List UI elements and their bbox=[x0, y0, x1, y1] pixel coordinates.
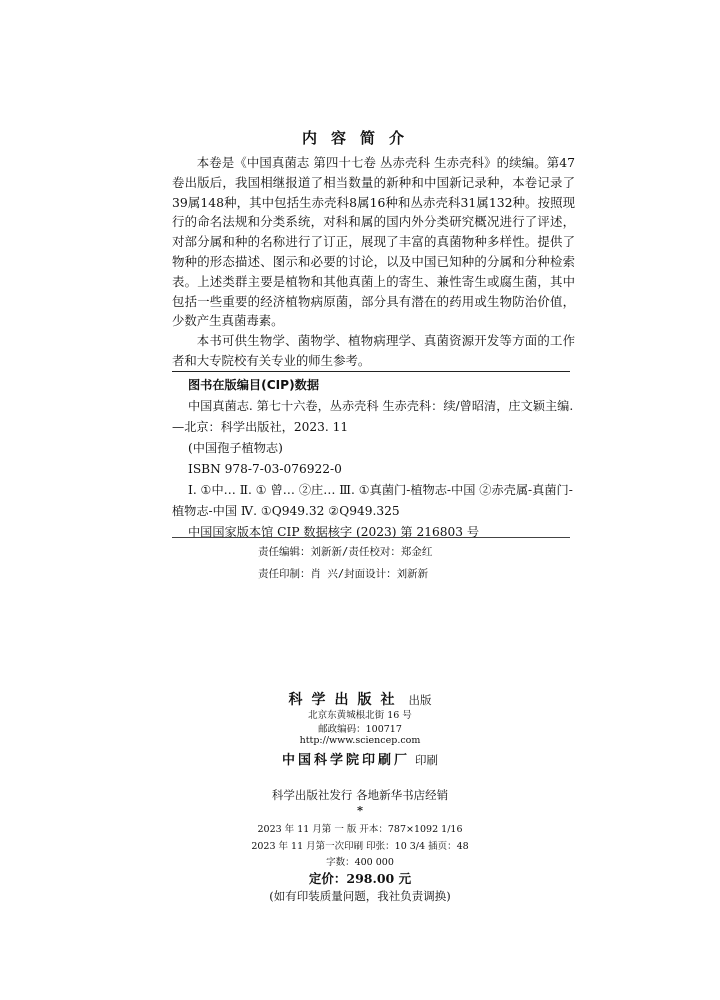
cip-bottom-rule bbox=[172, 537, 570, 538]
publisher-postcode: 邮政编码：100717 bbox=[318, 724, 402, 735]
intro-paragraph-1: 本卷是《中国真菌志 第四十七卷 丛赤壳科 生赤壳科》的续编。第47卷出版后，我国相继报道了相当数量的新种和中国新记录种，本卷记录了39属148种，其中包括生赤壳科8属16种和丛赤壳科31属132种。按照现行的命名法规和分类系统，对科和属的国内外分类研究概况进行了评述，对部分属和种的名称进行了订正，展现了丰富的真菌物种多样性。提供了物种的形态描述、图示和必要的讨论，以及中国已知种的分属和分种检索表。上述类群主要是植物和其他真菌上的寄生、兼性寄生或腐生菌，其中包括一些重要的经济植物病原菌，部分具有潜在的药用或生物防治价值，少数产生真菌毒素。 bbox=[172, 155, 575, 329]
publisher-url: http://www.sciencep.com bbox=[299, 735, 421, 746]
separator-star: * bbox=[356, 803, 363, 817]
quality-note: (如有印装质量问题，我社负责调换) bbox=[269, 889, 451, 903]
cip-heading: 图书在版编目(CIP)数据 bbox=[188, 378, 320, 392]
cip-entry: 中国真菌志. 第七十六卷，丛赤壳科 生赤壳科：续/曾昭清，庄文颖主编. —北京：科学出版社，2023. 11 bbox=[172, 399, 574, 434]
printer-line bbox=[0, 749, 720, 768]
responsibility-line-1: 责任编辑：刘新新/责任校对：郑金红 bbox=[258, 546, 433, 558]
printer-name: 中国科学院印刷厂 bbox=[281, 753, 410, 768]
cip-library-number: 中国国家版本馆 CIP 数据核字 (2023) 第 216803 号 bbox=[188, 525, 480, 539]
word-count: 字数：400 000 bbox=[326, 857, 394, 868]
cip-series: (中国孢子植物志) bbox=[188, 441, 283, 455]
distribution-line: 科学出版社发行 各地新华书店经销 bbox=[271, 788, 449, 802]
price: 定价：298.00 元 bbox=[308, 871, 412, 886]
cip-isbn: ISBN 978-7-03-076922-0 bbox=[188, 462, 342, 476]
publisher-line bbox=[0, 689, 720, 709]
responsibility-line-2: 责任印制：肖 兴/封面设计：刘新新 bbox=[258, 568, 429, 580]
intro-title: 内容简介 bbox=[301, 129, 418, 147]
edition-line: 2023 年 11 月第 一 版 开本：787×1092 1/16 bbox=[257, 824, 463, 835]
publisher-address: 北京东黄城根北街 16 号 bbox=[308, 710, 412, 721]
cip-classification: Ⅰ. ①中… Ⅱ. ① 曾… ②庄… Ⅲ. ①真菌门-植物志-中国 ②赤壳属-真菌门-植物志-中国 Ⅳ. ①Q949.32 ②Q949.325 bbox=[172, 483, 573, 518]
printer-suffix: 印刷 bbox=[415, 753, 439, 767]
cip-top-rule bbox=[172, 371, 570, 372]
cip-block bbox=[172, 375, 574, 543]
intro-body bbox=[172, 153, 575, 371]
publisher-name: 科学出版社 bbox=[288, 692, 404, 708]
intro-paragraph-2: 本书可供生物学、菌物学、植物病理学、真菌资源开发等方面的工作者和大专院校有关专业的师生参考。 bbox=[172, 333, 575, 368]
publisher-suffix: 出版 bbox=[408, 693, 432, 707]
printing-line: 2023 年 11 月第一次印刷 印张：10 3/4 插页：48 bbox=[251, 841, 469, 852]
